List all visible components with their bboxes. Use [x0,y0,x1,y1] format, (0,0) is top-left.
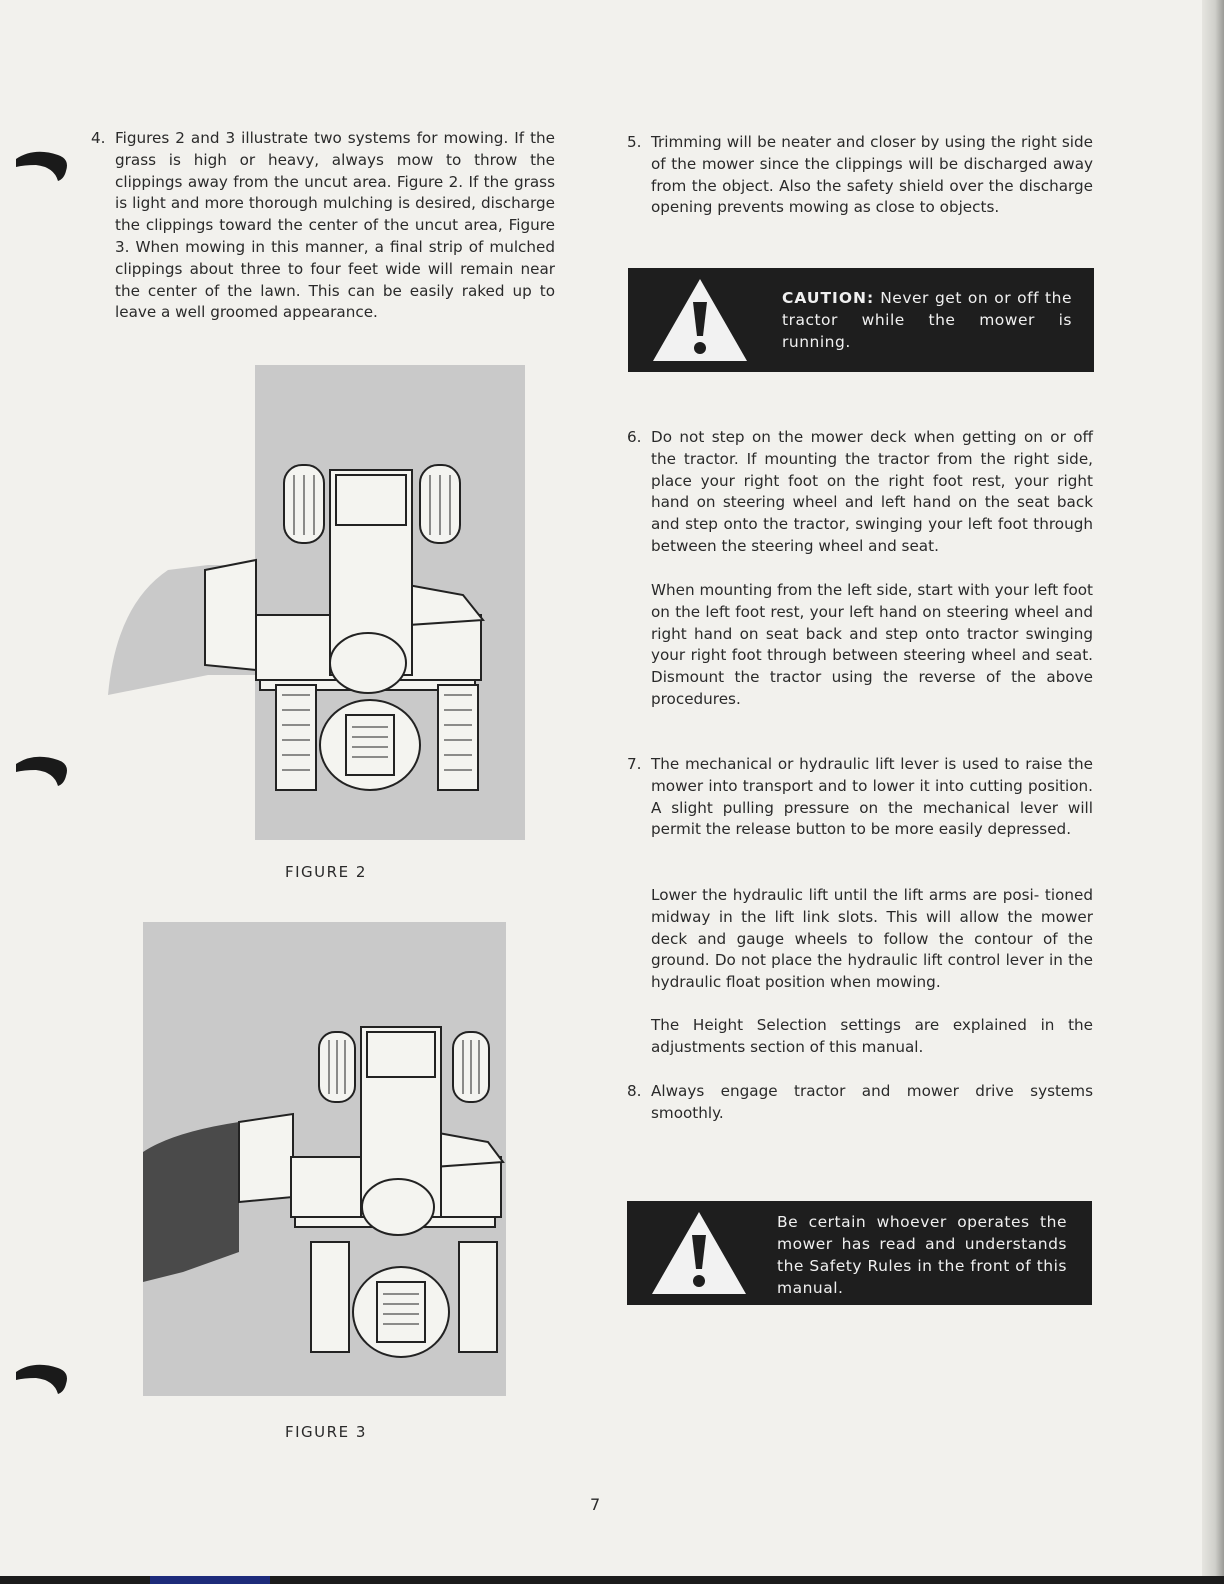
safety-rules-box [627,1201,1092,1305]
item-7-text-3: The Height Selection settings are explained in the adjustments section of this manual. [651,1016,1093,1056]
item-7-text: The mechanical or hydraulic lift lever is used to raise the mower into transport and to lower it into cutting position. A slight pulling pressure on the mechanical lever will permit the release button to be more easily depressed. [651,755,1093,839]
warning-icon [649,1209,749,1297]
figure-2-caption: FIGURE 2 [285,863,367,881]
page-edge-bottom-accent [150,1576,270,1584]
binder-hole-icon [14,1358,72,1394]
figure-3-illustration [143,922,508,1398]
binder-hole-icon [14,145,72,181]
item-6-number: 6. [627,428,642,446]
caution-box [628,268,1094,372]
item-5-text: Trimming will be neater and closer by using the right side of the mower since the clippings will be discharged away from the object. Also the safety shield over the discharge opening prevents mowing as close to objects. [651,133,1093,217]
caution-text [782,287,1072,353]
warning-icon [650,276,750,364]
item-7-number: 7. [627,755,642,773]
item-7-text-2: Lower the hydraulic lift until the lift arms are posi- tioned midway in the lift link slots. This will allow the mower deck and gauge wheels to follow the contour of the ground. Do not place the hydraulic lift control lever in the hydraulic float position when mowing. [651,886,1093,992]
safety-rules-text: Be certain whoever operates the mower has read and understands the Safety Rules in the front of this manual. [777,1213,1067,1297]
item-8-number: 8. [627,1082,642,1100]
item-4-text: Figures 2 and 3 illustrate two systems for mowing. If the grass is high or heavy, always mow to throw the clippings away from the uncut area. Figure 2. If the grass is light and more thorough mulching is desired, discharge the clippings toward the center of the uncut area, Figure 3. When mowing in this manner, a final strip of mulched clippings about three to four feet wide will remain near the center of the lawn. This can be easily raked up to leave a well groomed appearance. [115,129,555,322]
page-edge-right [1202,0,1224,1584]
item-6-text: Do not step on the mower deck when getting on or off the tractor. If mounting the tractor from the right side, place your right foot on the right foot rest, your right hand on steering wheel and left hand on the seat back and step onto the tractor, swinging your left foot through between the steering wheel and seat. [651,428,1093,555]
item-6-text-2: When mounting from the left side, start with your left foot on the left foot rest, your left hand on steering wheel and right hand on seat back and step onto tractor swinging your right foot through between steering wheel and seat. Dismount the tractor using the reverse of the above procedures. [651,581,1093,708]
caution-message: Never get on or off the tractor while the mower is running. [782,289,1072,351]
item-5-number: 5. [627,133,642,151]
figure-2-illustration [108,365,528,843]
item-4-number: 4. [91,129,106,147]
item-8-text: Always engage tractor and mower drive systems smoothly. [651,1082,1093,1122]
caution-label: CAUTION: [782,289,875,307]
page-number: 7 [590,1495,601,1514]
figure-3-caption: FIGURE 3 [285,1423,367,1441]
binder-hole-icon [14,750,72,786]
